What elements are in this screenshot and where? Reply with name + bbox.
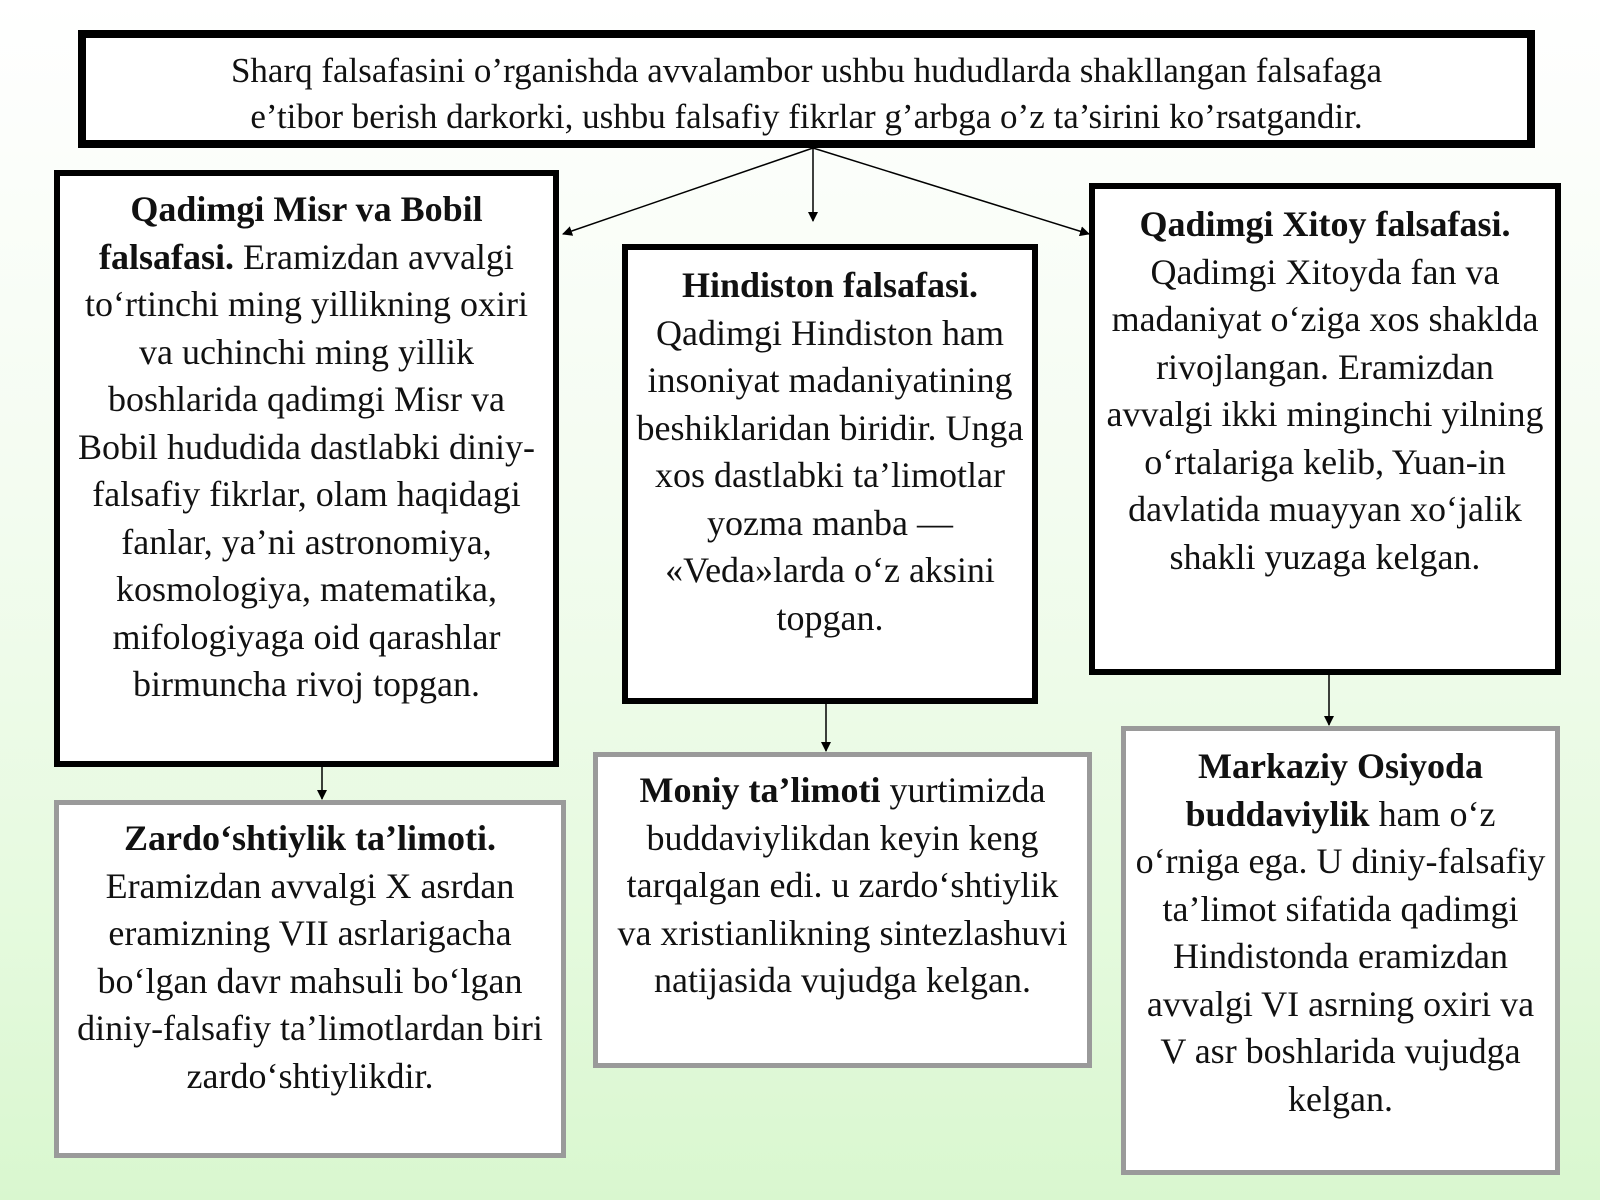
zardoshtiylik-title: Zardo‘shtiylik ta’limoti. [123,818,496,858]
hindiston-text: Qadimgi Hindiston ham insoniyat madaniyatining beshiklaridan biridir. Unga xos dastlabki ta’limotlar yozma manba — «Veda»larda o‘z aksini topgan. [636,312,1024,638]
moniy-text: yurtimizda buddaviylikdan keyin keng tarqalgan edi. u zardo‘shtiylik va xristianlikning sintezlashuvi natijasida vujudga kelgan. [617,770,1068,1000]
xitoy-text: Qadimgi Xitoyda fan va madaniyat o‘ziga xos shaklda rivojlangan. Eramizdan avvalgi ikki minginchi yilning o‘rtalariga kelib, Yuan-in davlatida muayyan xo‘jalik shakli yuzaga kelgan. [1106,251,1544,577]
intro-line-1: Sharq falsafasini o’rganishda avvalambor ushbu hududlarda shakllangan falsafaga [230,51,1383,90]
intro-line-2: e’tibor berish darkorki, ushbu falsafiy fikrlar g’arbga o’z ta’sirini ko’rsatgandir. [250,97,1363,136]
misr-bobil-box [54,170,559,767]
hindiston-box [622,244,1038,704]
arrow-top-to-misr [563,148,813,234]
zardoshtiylik-box [54,800,566,1158]
misr-bobil-text: Eramizdan avvalgi to‘rtinchi ming yillikning oxiri va uchinchi ming yillik boshlarida qadimgi Misr va Bobil hududida dastlabki diniy-falsafiy fikrlar, olam haqidagi fanlar, ya’ni astronomiya, kosmologiya, matematika, mifologiyaga oid qarashlar birmuncha rivoj topgan. [78,236,535,704]
hindiston-title: Hindiston falsafasi. [681,265,979,305]
arrow-top-to-xitoy [813,148,1089,234]
zardoshtiylik-text: Eramizdan avvalgi X asrdan eramizning VII asrlarigacha bo‘lgan davr mahsuli bo‘lgan diniy-falsafiy ta’limotlardan biri zardo‘shtiylikdir. [77,865,543,1096]
xitoy-box [1089,183,1561,675]
moniy-box [593,752,1092,1068]
intro-box [78,30,1535,148]
buddaviylik-text: ham o‘z o‘rniga ega. U diniy-falsafiy ta’limot sifatida qadimgi Hindistonda eramizdan avvalgi VI asrning oxiri va V asr boshlarida vujudga kelgan. [1135,793,1546,1119]
moniy-title: Moniy ta’limoti [639,770,881,810]
buddaviylik-box [1121,726,1560,1175]
misr-bobil-title: Qadimgi Misr va Bobil falsafasi. [99,189,483,277]
buddaviylik-title: Markaziy Osiyoda buddaviylik [1185,746,1483,834]
xitoy-title: Qadimgi Xitoy falsafasi. [1139,204,1511,244]
